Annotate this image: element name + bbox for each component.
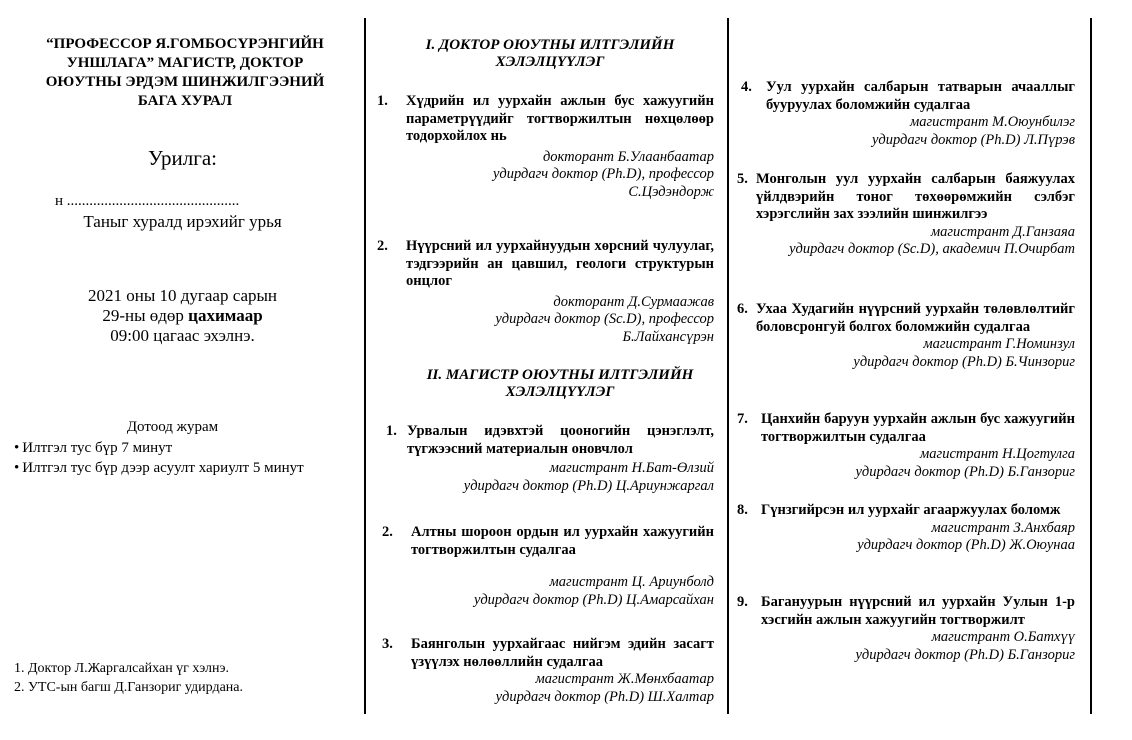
item-number: 5.: [737, 171, 748, 187]
invitee-name-line: н ..............................................: [55, 193, 240, 209]
item-presenter: магистрант Г.Номинзул: [923, 336, 1075, 352]
invitation-heading: Урилга:: [147, 146, 217, 170]
item-presenter: магистрант М.Оюунбилэг: [909, 114, 1075, 130]
item-presenter: докторант Д.Сурмаажав: [553, 293, 714, 310]
masters-item: [741, 79, 1075, 149]
masters-item: [737, 171, 1075, 259]
column-divider: [727, 18, 729, 714]
item-title: Багануурын нүүрсний ил уурхайн Уулын 1-р хэсгийн ажлын хажуугийн тогтворжилт: [761, 594, 1075, 628]
item-advisor: удирдагч доктор (Ph.D) Б.Ганзориг: [855, 646, 1075, 663]
item-advisor: удирдагч доктор (Ph.D) Ц.Ариунжаргал: [463, 477, 714, 494]
conference-title: “ПРОФЕССОР Я.ГОМБОСҮРЭНГИЙН УНШЛАГА” МАГИСТР, ДОКТОР ОЮУТНЫ ЭРДЭМ ШИНЖИЛГЭЭНИЙ БАГА ХУРАЛ: [45, 36, 325, 109]
item-title: Хүдрийн ил уурхайн ажлын бус хажуугийн параметрүүдийг тогтворжилтын нөхцөлөөр тодорхойлох нь: [406, 93, 714, 144]
note-item: 1. Доктор Л.Жаргалсайхан үг хэлнэ.: [14, 661, 229, 676]
date-line-3: 09:00 цагаас эхэлнэ.: [110, 326, 255, 345]
masters-section-title: II. МАГИСТР ОЮУТНЫ ИЛТГЭЛИЙН ХЭЛЭЛЦҮҮЛЭГ: [426, 367, 694, 400]
column-divider: [1090, 18, 1092, 714]
item-title: Урвалын идэвхтэй цооногийн цэнэглэлт, түгжээсний материалын оновчлол: [407, 423, 714, 457]
date-line-1: 2021 оны 10 дугаар сарын: [87, 286, 278, 305]
item-number: 9.: [737, 594, 748, 610]
column-divider: [364, 18, 366, 714]
rule-item: • Илтгэл тус бүр дээр асуулт хариулт 5 минут: [14, 458, 304, 478]
masters-item: [386, 423, 714, 495]
note-item: 2. УТС-ын багш Д.Ганзориг удирдана.: [14, 680, 243, 695]
item-advisor: удирдагч доктор (Ph.D), профессор С.Цэдэндорж: [492, 166, 714, 200]
item-title: Монголын уул уурхайн салбарын баяжуулах үйлдвэрийн тоног төхөөрөмжийн сэлбэг хэрэгслийн зах зээлийн шинжилгээ: [756, 171, 1075, 222]
doctoral-item: [377, 238, 714, 346]
item-number: 2.: [382, 524, 393, 540]
notes-list: [14, 659, 243, 697]
doctoral-section-title: I. ДОКТОР ОЮУТНЫ ИЛТГЭЛИЙН ХЭЛЭЛЦҮҮЛЭГ: [425, 37, 675, 70]
item-number: 6.: [737, 301, 748, 317]
masters-item: [382, 524, 714, 609]
item-title: Алтны шороон ордын ил уурхайн хажуугийн тогтворжилтын судалгаа: [411, 524, 714, 558]
date-line-2: [0, 306, 365, 326]
item-presenter: магистрант Д.Ганзаяа: [930, 223, 1075, 240]
item-presenter: магистрант Ж.Мөнхбаатар: [535, 671, 714, 687]
rule-item: • Илтгэл тус бүр 7 минут: [14, 438, 304, 458]
item-title: Цанхийн баруун уурхайн ажлын бус хажуугийн тогтворжилтын судалгаа: [761, 411, 1075, 445]
item-number: 7.: [737, 411, 748, 427]
item-advisor: удирдагч доктор (Sc.D), академич П.Очирбат: [789, 241, 1075, 257]
rules-list: [14, 438, 304, 478]
item-title: Нүүрсний ил уурхайнуудын хөрсний чулуулаг, тэдгээрийн ан цавшил, геологи структурын онцлог: [406, 238, 714, 289]
item-presenter: магистрант З.Анхбаяр: [931, 519, 1075, 536]
item-presenter: докторант Б.Улаанбаатар: [542, 148, 714, 165]
rules-title: Дотоод журам: [126, 419, 219, 435]
item-advisor: удирдагч доктор (Sc.D), профессор Б.Лайхансүрэн: [495, 311, 714, 345]
item-presenter: магистрант О.Батхүү: [931, 629, 1075, 645]
item-advisor: удирдагч доктор (Ph.D) Б.Ганзориг: [855, 463, 1075, 480]
welcome-text: Таныг хуралд ирэхийг урья: [83, 212, 282, 231]
item-advisor: удирдагч доктор (Ph.D) Б.Чинзориг: [853, 353, 1075, 370]
item-presenter: магистрант Ц. Ариунболд: [549, 574, 714, 590]
item-number: 3.: [382, 636, 393, 652]
event-date: [0, 286, 365, 346]
date-day: 29-ны өдөр: [102, 306, 189, 325]
doctoral-item: [377, 93, 714, 201]
item-title: Ухаа Худагийн нүүрсний уурхайн төлөвлөлтийг боловсронгуй болгох боломжийн судалгаа: [756, 301, 1075, 335]
masters-item: [737, 502, 1075, 555]
masters-item: [737, 411, 1075, 481]
item-advisor: удирдагч доктор (Ph.D) Ш.Халтар: [495, 688, 714, 705]
item-advisor: удирдагч доктор (Ph.D) Ц.Амарсайхан: [473, 591, 714, 608]
item-number: 4.: [741, 79, 752, 95]
masters-item: [737, 594, 1075, 664]
item-number: 1.: [386, 423, 397, 439]
masters-item: [382, 636, 714, 706]
item-presenter: магистрант Н.Цогтулга: [920, 446, 1075, 462]
item-presenter: магистрант Н.Бат-Өлзий: [549, 460, 714, 476]
item-number: 1.: [377, 93, 388, 109]
item-advisor: удирдагч доктор (Ph.D) Ж.Оюунаа: [857, 537, 1075, 553]
masters-item: [737, 301, 1075, 371]
item-title: Баянголын уурхайгаас нийгэм эдийн засагт үзүүлэх нөлөөллийн судалгаа: [411, 636, 714, 670]
item-number: 2.: [377, 238, 388, 254]
item-title: Уул уурхайн салбарын татварын ачааллыг бууруулах боломжийн судалгаа: [766, 79, 1075, 113]
date-online: цахимаар: [188, 306, 263, 325]
item-title: Гүнзгийрсэн ил уурхайг агааржуулах боломж: [761, 502, 1061, 518]
item-number: 8.: [737, 502, 748, 518]
item-advisor: удирдагч доктор (Ph.D) Л.Пүрэв: [872, 131, 1075, 148]
